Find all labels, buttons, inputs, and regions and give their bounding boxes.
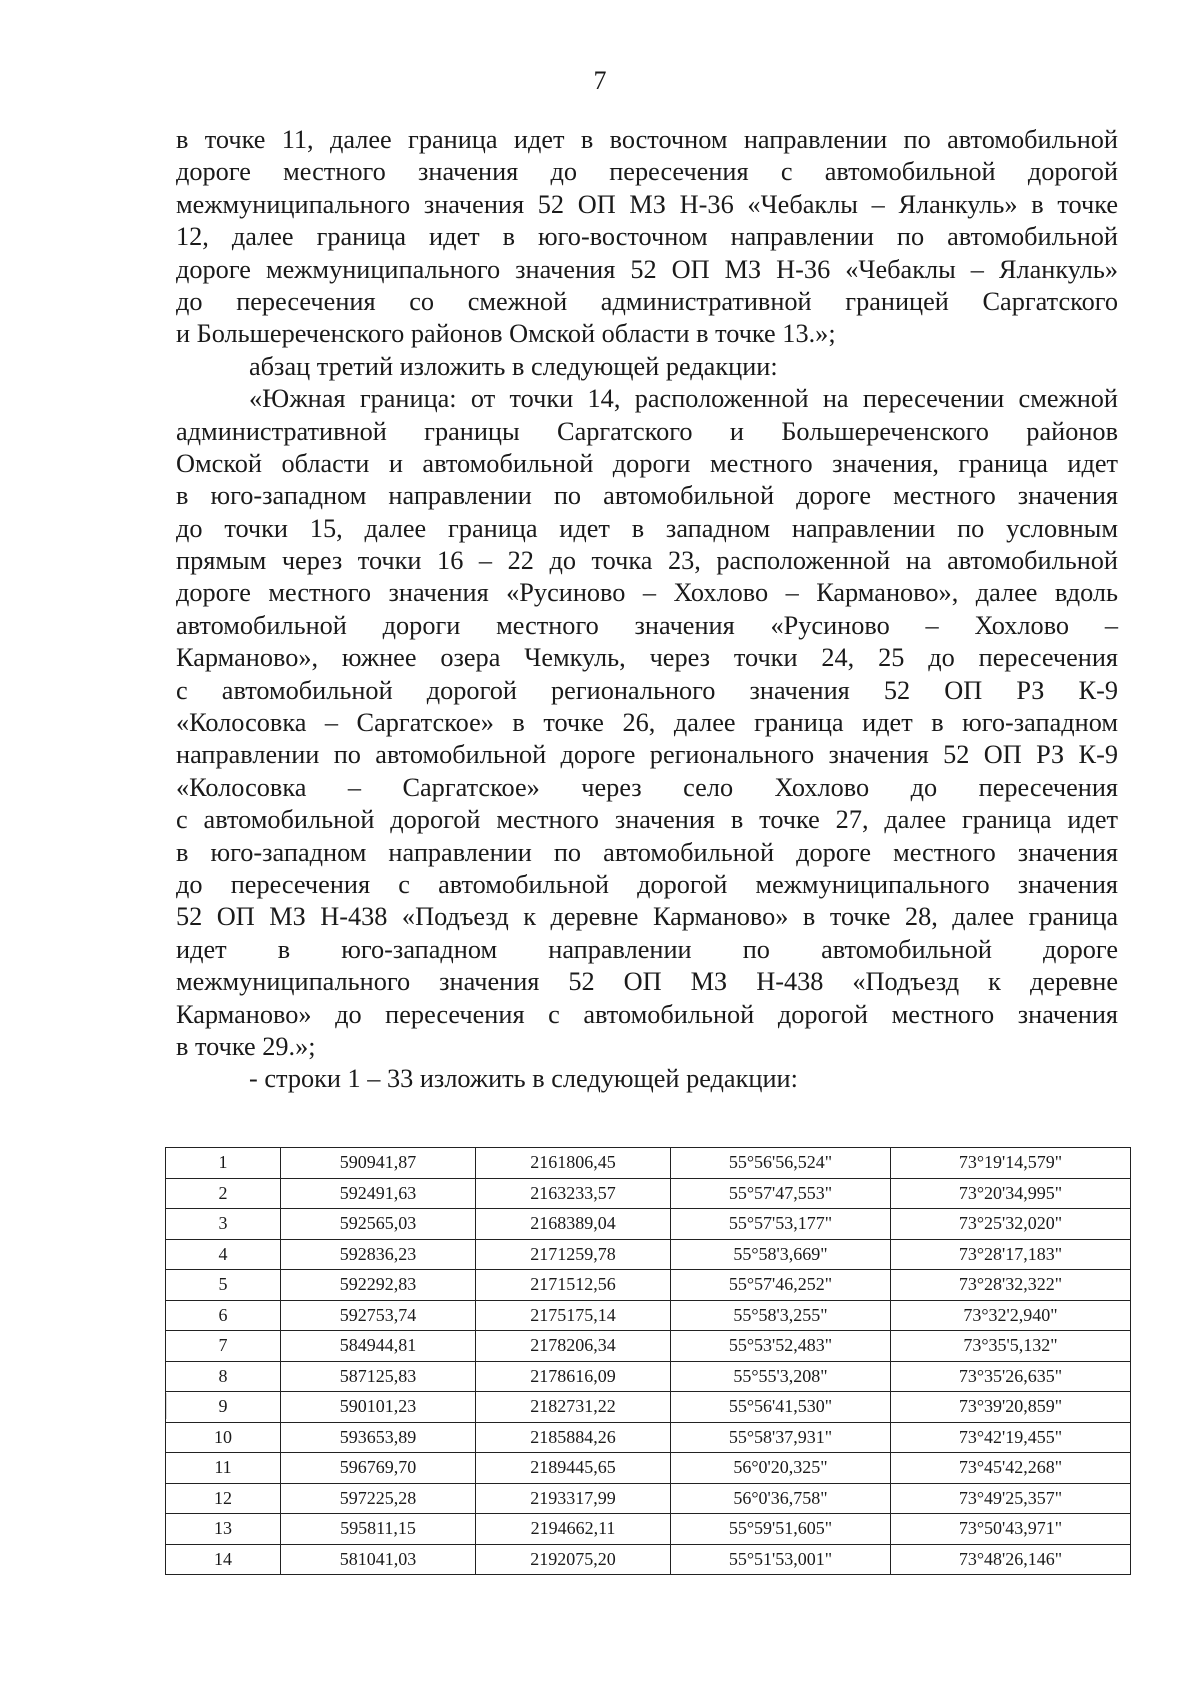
- table-cell: 73°39'20,859": [891, 1392, 1131, 1423]
- text-line: межмуниципального значения 52 ОП МЗ Н-438 «Подъезд к деревне: [176, 967, 1118, 997]
- text-line: межмуниципального значения 52 ОП МЗ Н-36 «Чебаклы – Яланкуль» в точке: [176, 189, 1118, 219]
- table-cell: 2194662,11: [476, 1514, 671, 1545]
- table-cell: 55°53'52,483": [671, 1331, 891, 1362]
- table-cell: 55°55'3,208": [671, 1361, 891, 1392]
- table-cell: 4: [166, 1239, 281, 1270]
- text-line: до точки 15, далее граница идет в западном направлении по условным: [176, 513, 1118, 543]
- table-row: [166, 1148, 1131, 1179]
- table-cell: 10: [166, 1422, 281, 1453]
- text-line: административной границы Саргатского и Большереченского районов: [176, 416, 1118, 446]
- table-cell: 55°56'56,524": [671, 1148, 891, 1179]
- table-row: [166, 1178, 1131, 1209]
- table-cell: 590101,23: [281, 1392, 476, 1423]
- table-cell: 5: [166, 1270, 281, 1301]
- table-row: [166, 1514, 1131, 1545]
- table-cell: 55°58'37,931": [671, 1422, 891, 1453]
- table-cell: 9: [166, 1392, 281, 1423]
- table-cell: 595811,15: [281, 1514, 476, 1545]
- table-cell: 73°45'42,268": [891, 1453, 1131, 1484]
- table-cell: 590941,87: [281, 1148, 476, 1179]
- table-cell: 592836,23: [281, 1239, 476, 1270]
- table-row: [166, 1483, 1131, 1514]
- table-cell: 2168389,04: [476, 1209, 671, 1240]
- text-line: до пересечения со смежной административной границей Саргатского: [176, 286, 1118, 316]
- text-line: и Большереченского районов Омской области в точке 13.»;: [176, 319, 836, 349]
- text-line: в юго-западном направлении по автомобильной дороге местного значения: [176, 481, 1118, 511]
- table-row: [166, 1239, 1131, 1270]
- coordinates-table: [165, 1147, 1131, 1575]
- table-row: [166, 1361, 1131, 1392]
- table-cell: 7: [166, 1331, 281, 1362]
- table-cell: 73°35'26,635": [891, 1361, 1131, 1392]
- table-cell: 73°35'5,132": [891, 1331, 1131, 1362]
- table-cell: 587125,83: [281, 1361, 476, 1392]
- text-line: Карманово» до пересечения с автомобильной дорогой местного значения: [176, 999, 1118, 1029]
- table-cell: 3: [166, 1209, 281, 1240]
- table-cell: 55°58'3,669": [671, 1239, 891, 1270]
- text-line: Карманово», южнее озера Чемкуль, через точки 24, 25 до пересечения: [176, 643, 1118, 673]
- text-line: автомобильной дороги местного значения «Русиново – Хохлово –: [176, 610, 1118, 640]
- table-cell: 2175175,14: [476, 1300, 671, 1331]
- table-cell: 2161806,45: [476, 1148, 671, 1179]
- table-cell: 13: [166, 1514, 281, 1545]
- table-cell: 2178206,34: [476, 1331, 671, 1362]
- text-line: «Колосовка – Саргатское» через село Хохлово до пересечения: [176, 772, 1118, 802]
- table-cell: 596769,70: [281, 1453, 476, 1484]
- table-cell: 73°42'19,455": [891, 1422, 1131, 1453]
- table-cell: 11: [166, 1453, 281, 1484]
- coordinates-table-body: [166, 1148, 1131, 1575]
- table-cell: 2: [166, 1178, 281, 1209]
- text-line: идет в юго-западном направлении по автомобильной дороге: [176, 934, 1118, 964]
- table-cell: 56°0'20,325": [671, 1453, 891, 1484]
- table-cell: 2193317,99: [476, 1483, 671, 1514]
- table-cell: 55°58'3,255": [671, 1300, 891, 1331]
- table-cell: 584944,81: [281, 1331, 476, 1362]
- table-row: [166, 1453, 1131, 1484]
- table-cell: 73°25'32,020": [891, 1209, 1131, 1240]
- table-row: [166, 1392, 1131, 1423]
- table-cell: 592491,63: [281, 1178, 476, 1209]
- table-cell: 8: [166, 1361, 281, 1392]
- table-cell: 12: [166, 1483, 281, 1514]
- table-cell: 6: [166, 1300, 281, 1331]
- table-cell: 1: [166, 1148, 281, 1179]
- text-line: дороге местного значения «Русиново – Хохлово – Карманово», далее вдоль: [176, 578, 1118, 608]
- table-row: [166, 1270, 1131, 1301]
- text-line: «Колосовка – Саргатское» в точке 26, далее граница идет в юго-западном: [176, 708, 1118, 738]
- table-cell: 55°57'53,177": [671, 1209, 891, 1240]
- table-cell: 73°48'26,146": [891, 1544, 1131, 1575]
- table-cell: 55°59'51,605": [671, 1514, 891, 1545]
- table-cell: 2182731,22: [476, 1392, 671, 1423]
- text-line: «Южная граница: от точки 14, расположенной на пересечении смежной: [249, 384, 1118, 414]
- table-cell: 55°57'46,252": [671, 1270, 891, 1301]
- table-row: [166, 1300, 1131, 1331]
- table-cell: 73°28'17,183": [891, 1239, 1131, 1270]
- table-row: [166, 1544, 1131, 1575]
- table-cell: 2192075,20: [476, 1544, 671, 1575]
- table-cell: 55°51'53,001": [671, 1544, 891, 1575]
- text-line: 52 ОП МЗ Н-438 «Подъезд к деревне Карманово» в точке 28, далее граница: [176, 902, 1118, 932]
- page-number: 7: [593, 66, 607, 95]
- text-line: направлении по автомобильной дороге регионального значения 52 ОП РЗ К-9: [176, 740, 1118, 770]
- table-cell: 581041,03: [281, 1544, 476, 1575]
- text-line: абзац третий изложить в следующей редакции:: [249, 351, 778, 381]
- table-cell: 592565,03: [281, 1209, 476, 1240]
- table-cell: 2189445,65: [476, 1453, 671, 1484]
- table-cell: 592292,83: [281, 1270, 476, 1301]
- text-line: дороге межмуниципального значения 52 ОП МЗ Н-36 «Чебаклы – Яланкуль»: [176, 254, 1118, 284]
- text-line: с автомобильной дорогой местного значения в точке 27, далее граница идет: [176, 805, 1118, 835]
- text-line: Омской области и автомобильной дороги местного значения, граница идет: [176, 448, 1118, 478]
- table-row: [166, 1209, 1131, 1240]
- text-line: до пересечения с автомобильной дорогой межмуниципального значения: [176, 869, 1118, 899]
- table-cell: 73°32'2,940": [891, 1300, 1131, 1331]
- table-row: [166, 1422, 1131, 1453]
- table-cell: 593653,89: [281, 1422, 476, 1453]
- table-cell: 14: [166, 1544, 281, 1575]
- table-cell: 2163233,57: [476, 1178, 671, 1209]
- table-cell: 73°49'25,357": [891, 1483, 1131, 1514]
- text-line: - строки 1 – 33 изложить в следующей редакции:: [249, 1064, 798, 1094]
- table-cell: 2171512,56: [476, 1270, 671, 1301]
- text-line: дороге местного значения до пересечения с автомобильной дорогой: [176, 157, 1118, 187]
- table-cell: 55°56'41,530": [671, 1392, 891, 1423]
- table-row: [166, 1331, 1131, 1362]
- table-cell: 597225,28: [281, 1483, 476, 1514]
- table-cell: 56°0'36,758": [671, 1483, 891, 1514]
- table-cell: 2171259,78: [476, 1239, 671, 1270]
- text-line: в точке 11, далее граница идет в восточном направлении по автомобильной: [176, 125, 1118, 154]
- text-line: в юго-западном направлении по автомобильной дороге местного значения: [176, 837, 1118, 867]
- text-line: в точке 29.»;: [176, 1031, 316, 1061]
- table-cell: 2178616,09: [476, 1361, 671, 1392]
- text-line: с автомобильной дорогой регионального значения 52 ОП РЗ К-9: [176, 675, 1118, 705]
- text-line: 12, далее граница идет в юго-восточном направлении по автомобильной: [176, 222, 1118, 252]
- table-cell: 73°50'43,971": [891, 1514, 1131, 1545]
- table-cell: 73°28'32,322": [891, 1270, 1131, 1301]
- table-cell: 55°57'47,553": [671, 1178, 891, 1209]
- table-cell: 2185884,26: [476, 1422, 671, 1453]
- table-cell: 73°19'14,579": [891, 1148, 1131, 1179]
- table-cell: 73°20'34,995": [891, 1178, 1131, 1209]
- body-text: [176, 124, 1118, 1096]
- table-cell: 592753,74: [281, 1300, 476, 1331]
- text-line: прямым через точки 16 – 22 до точка 23, расположенной на автомобильной: [176, 546, 1118, 576]
